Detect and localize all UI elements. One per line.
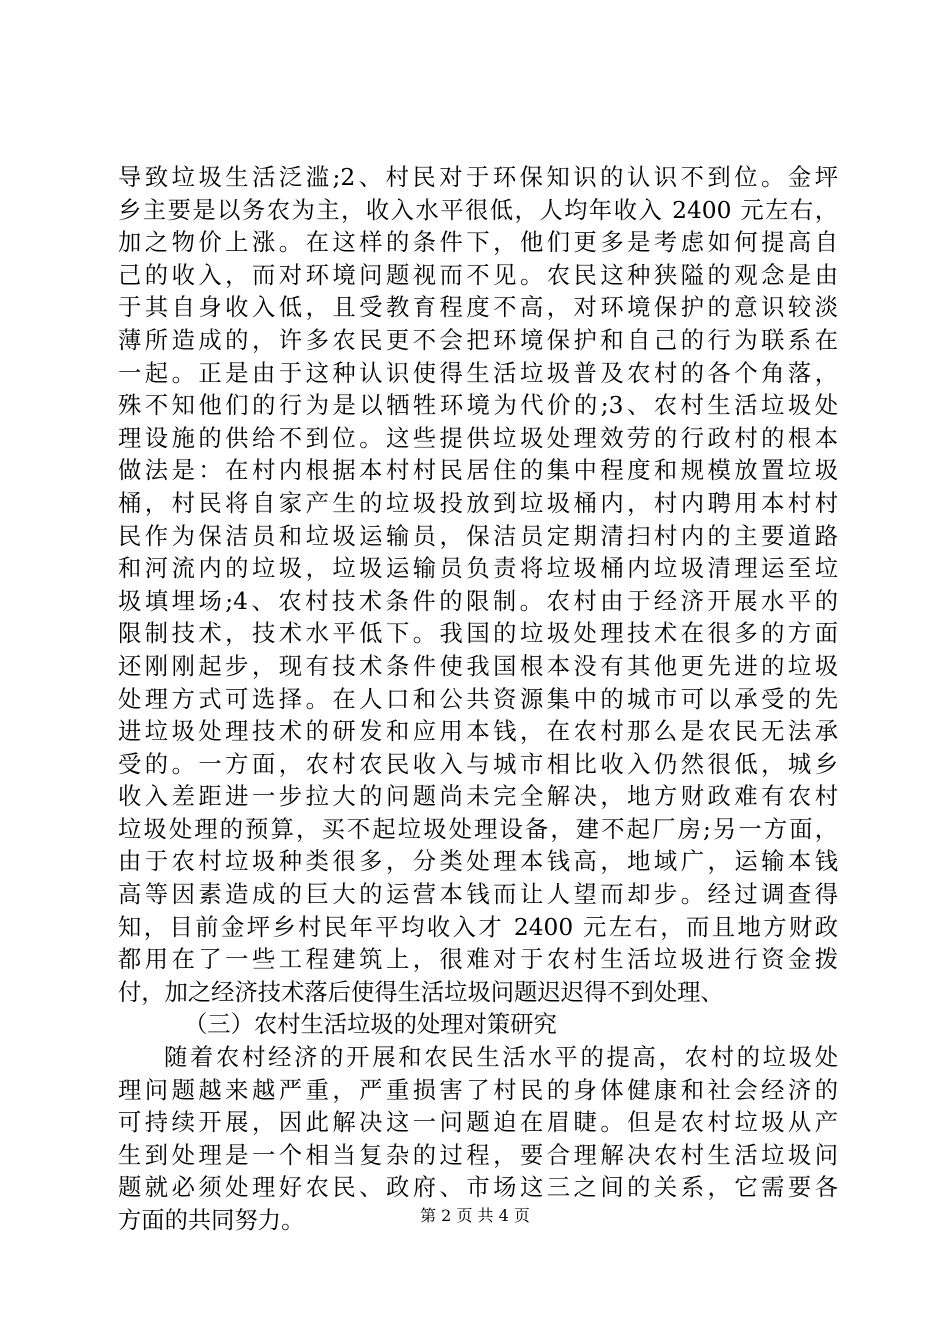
paragraph-line: 收入差距进一步拉大的问题尚未完全解决，地方财政难有农村 (118, 783, 838, 811)
page-footer: 第 2 页 共 4 页 (420, 1206, 530, 1225)
paragraph-line: 高等因素造成的巨大的运营本钱而让人望而却步。经过调查得 (118, 881, 838, 909)
paragraph-line: 题就必须处理好农民、政府、市场这三之间的关系，它需要各 (118, 1174, 838, 1202)
paragraph-line: 桶，村民将自家产生的垃圾投放到垃圾桶内，村内聘用本村村 (118, 489, 838, 517)
paragraph-line: 进垃圾处理技术的研发和应用本钱，在农村那么是农民无法承 (118, 718, 838, 746)
section-heading: （三）农村生活垃圾的处理对策研究 (184, 1011, 557, 1039)
paragraph-line: 导致垃圾生活泛滥;2、村民对于环保知识的认识不到位。金坪 (118, 164, 838, 191)
paragraph-line: 付，加之经济技术落后使得生活垃圾问题迟迟得不到处理、 (118, 978, 724, 1006)
paragraph-line: 于其自身收入低，且受教育程度不高，对环境保护的意识较淡 (118, 294, 838, 322)
paragraph-line: 加之物价上涨。在这样的条件下，他们更多是考虑如何提高自 (118, 229, 838, 257)
paragraph-line: 理设施的供给不到位。这些提供垃圾处理效劳的行政村的根本 (118, 424, 838, 452)
paragraph-line: 由于农村垃圾种类很多，分类处理本钱高，地域广，运输本钱 (118, 848, 838, 876)
document-body (118, 162, 838, 1238)
paragraph-1 (118, 162, 838, 1009)
paragraph-line: 薄所造成的，许多农民更不会把环境保护和自己的行为联系在 (118, 326, 838, 354)
paragraph-line: 一起。正是由于这种认识使得生活垃圾普及农村的各个角落， (118, 359, 838, 387)
paragraph-line: 和河流内的垃圾，垃圾运输员负责将垃圾桶内垃圾清理运至垃 (118, 555, 838, 583)
paragraph-line: 理问题越来越严重，严重损害了村民的身体健康和社会经济的 (118, 1076, 838, 1104)
paragraph-line: 随着农村经济的开展和农民生活水平的提高，农村的垃圾处 (164, 1044, 838, 1072)
paragraph-line: 知，目前金坪乡村民年平均收入才 2400 元左右，而且地方财政 (118, 913, 838, 941)
paragraph-line: 殊不知他们的行为是以牺牲环境为代价的;3、农村生活垃圾处 (118, 392, 838, 420)
paragraph-line: 处理方式可选择。在人口和公共资源集中的城市可以承受的先 (118, 685, 838, 713)
paragraph-line: 限制技术，技术水平低下。我国的垃圾处理技术在很多的方面 (118, 620, 838, 648)
paragraph-line: 生到处理是一个相当复杂的过程，要合理解决农村生活垃圾问 (118, 1141, 838, 1169)
paragraph-line: 己的收入，而对环境问题视而不见。农民这种狭隘的观念是由 (118, 261, 838, 289)
paragraph-line: 乡主要是以务农为主，收入水平很低，人均年收入 2400 元左右， (118, 196, 838, 224)
paragraph-line: 垃圾处理的预算，买不起垃圾处理设备，建不起厂房;另一方面， (118, 815, 838, 843)
paragraph-line: 还刚刚起步，现有技术条件使我国根本没有其他更先进的垃圾 (118, 652, 838, 680)
paragraph-line: 都用在了一些工程建筑上，很难对于农村生活垃圾进行资金拨 (118, 946, 838, 974)
paragraph-line: 方面的共同努力。 (118, 1207, 305, 1234)
paragraph-line: 圾填埋场;4、农村技术条件的限制。农村由于经济开展水平的 (118, 587, 838, 615)
paragraph-line: 可持续开展，因此解决这一问题迫在眉睫。但是农村垃圾从产 (118, 1109, 838, 1137)
paragraph-line: 做法是：在村内根据本村村民居住的集中程度和规模放置垃圾 (118, 457, 838, 485)
paragraph-line: 民作为保洁员和垃圾运输员，保洁员定期清扫村内的主要道路 (118, 522, 838, 550)
paragraph-line: 受的。一方面，农村农民收入与城市相比收入仍然很低，城乡 (118, 750, 838, 778)
